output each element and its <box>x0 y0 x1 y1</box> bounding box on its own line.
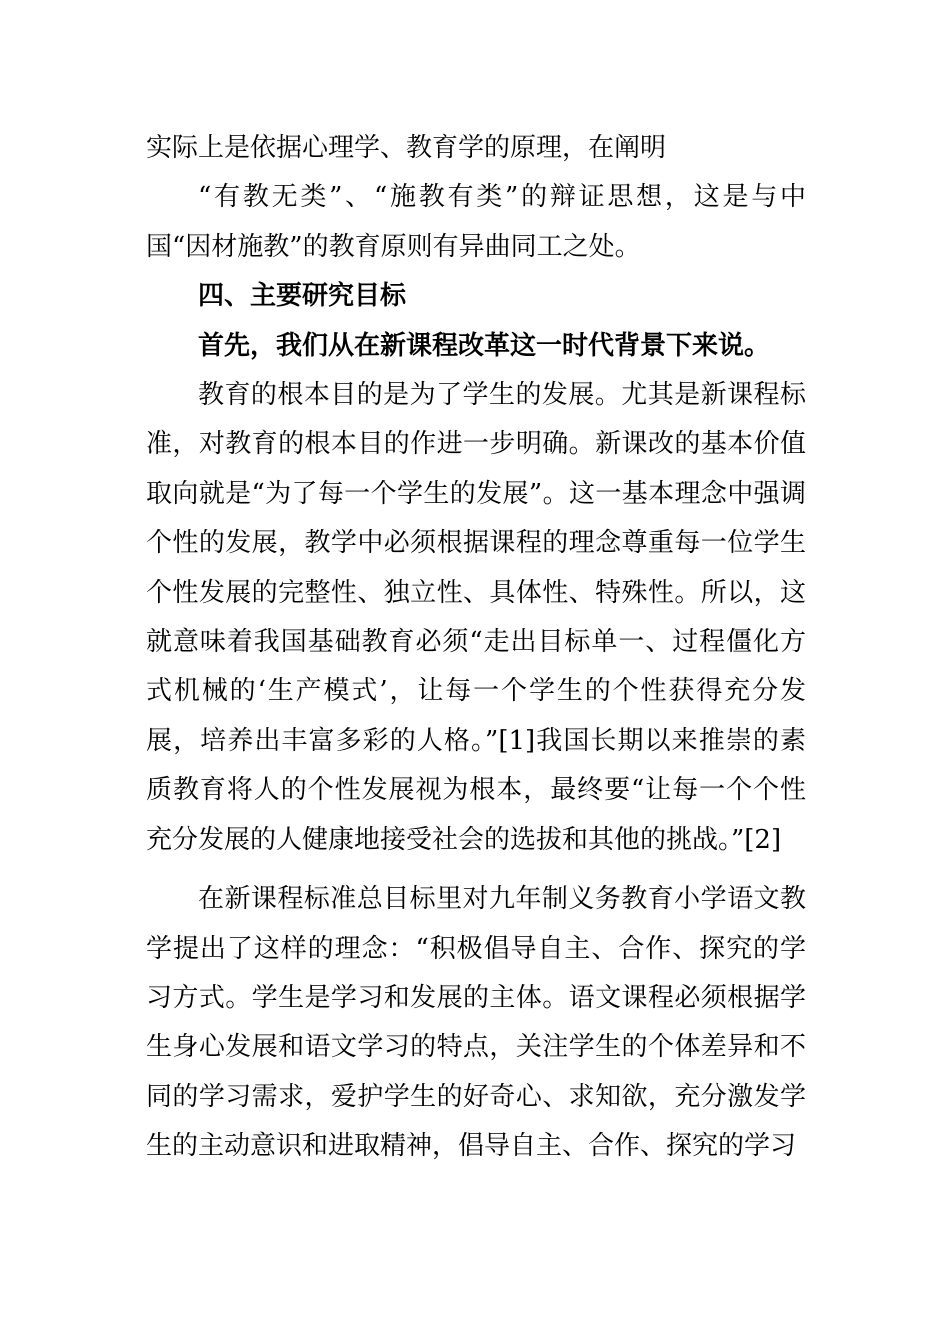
subsection-heading: 首先，我们从在新课程改革这一时代背景下来说。 <box>198 330 771 361</box>
body-paragraph-4: 在新课程标准总目标里对九年制义务教育小学语文教学提出了这样的理念：“积极倡导自主、合作、探究的学习方式。学生是学习和发展的主体。语文课程必须根据学生身心发展和语文学习的特点，关注学生的个体差异和不同的学习需求，爱护学生的好奇心、求知欲，充分激发学生的主动意识和进取精神，倡导自主、合作、探究的学习 <box>146 884 806 1162</box>
body-paragraph-2: “有教无类”、“施教有类”的辩证思想，这是与中国“因材施教”的教育原则有异曲同工之处。 <box>146 182 806 262</box>
paragraph-gap <box>146 865 806 875</box>
body-paragraph-1: 实际上是依据心理学、教育学的原理，在阐明 <box>146 133 667 163</box>
body-paragraph-3: 教育的根本目的是为了学生的发展。尤其是新课程标准，对教育的根本目的作进一步明确。新课改的基本价值取向就是“为了每一个学生的发展”。这一基本理念中强调个性的发展，教学中必须根据课程的理念尊重每一位学生个性发展的完整性、独立性、具体性、特殊性。所以，这就意味着我国基础教育必须“走出目标单一、过程僵化方式机械的‘生产模式’，让每一个学生的个性获得充分发展，培养出丰富多彩的人格。”[1]我国长期以来推崇的素质教育将人的个性发展视为根本，最终要“让每一个个性充分发展的人健康地接受社会的选拔和其他的挑战。”[2] <box>146 380 806 855</box>
document-body <box>146 124 806 1172</box>
section-heading: 四、主要研究目标 <box>198 281 407 312</box>
